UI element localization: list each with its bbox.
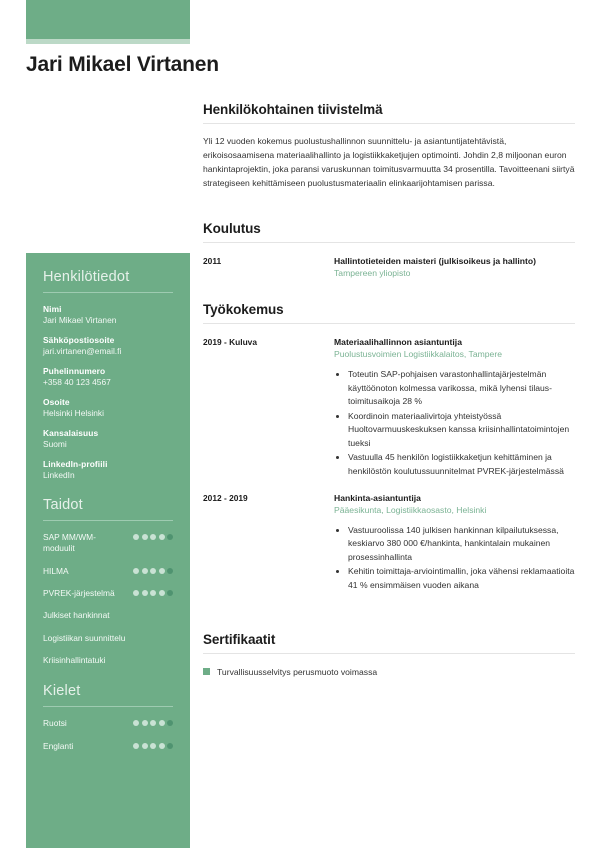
certificate-label: Turvallisuusselvitys perusmuoto voimassa [217,667,378,677]
education-entries [203,256,575,278]
sidebar [26,253,190,848]
resume-entry [203,493,575,594]
rating-dots [133,588,173,596]
page-title: Jari Mikael Virtanen [26,53,219,76]
rating-dot [133,743,139,749]
skill-item-label: Julkiset hankinnat [43,610,110,621]
summary-text: Yli 12 vuoden kokemus puolustushallinnon suunnittelu- ja asiantuntijatehtävistä, erikoisosaamisena materiaalihallinto ja logistiikkaketjujen optimointi. Johdin 2,8 miljoonan euron hankintaprojektin, joka paransi varuskunnan toimitusvarmuutta 34 prosentilla. Tavoitteenani siirtyä strategiseen kehittämiseen puolustusmateriaalin elinkaarijohtamisen parissa. [203,136,575,188]
entry-body [334,337,575,480]
skill-item [43,588,173,599]
section-divider [203,323,575,324]
sidebar-section-skills [43,497,173,666]
entry-organization: Pääesikunta, Logistiikkaosasto, Helsinki [334,504,487,515]
skill-item-label: PVREK-järjestelmä [43,588,115,599]
personal-field-value: jari.virtanen@email.fi [43,346,122,356]
entry-bullet: • Koordinoin materiaalivirtoja yhteistyössä Huoltovarmuuskeskuksen kanssa kriisinhallintatoimintojen tueksi [348,410,575,451]
language-item-label: Englanti [43,740,74,751]
rating-dot [133,590,139,596]
entry-bullet-list [334,368,575,479]
section-experience [203,302,575,594]
skill-item [43,566,173,577]
header-accent-block [26,0,190,39]
certificates-list [203,666,575,678]
personal-field [43,366,173,387]
rating-dot [150,534,156,540]
section-title-education: Koulutus [203,221,261,236]
sidebar-divider [43,706,173,707]
experience-entries [203,337,575,594]
sidebar-heading-personal: Henkilötiedot [43,269,130,285]
section-divider [203,123,575,124]
language-item [43,718,173,729]
personal-field-value: +358 40 123 4567 [43,377,111,387]
personal-field-value: LinkedIn [43,470,75,480]
rating-dots [133,741,173,749]
section-title-certificates: Sertifikaatit [203,632,276,647]
language-item [43,741,173,752]
rating-dot [142,568,148,574]
rating-dot [159,590,165,596]
header-accent-underline [26,39,190,44]
sidebar-divider [43,520,173,521]
section-certificates [203,632,575,678]
personal-field [43,459,173,480]
rating-dot [167,590,173,596]
rating-dots [133,532,173,540]
personal-field-label: Sähköpostiosoite [43,335,115,345]
rating-dot [159,743,165,749]
rating-dot [133,568,139,574]
entry-bullet: • Vastuulla 45 henkilön logistiikkaketjun kehittäminen ja henkilöstön koulutussuunnitelmat PVREK-järjestelmässä [348,451,575,478]
personal-field [43,335,173,356]
personal-field [43,428,173,449]
personal-field-label: Osoite [43,397,70,407]
rating-dot [159,534,165,540]
section-title-summary: Henkilökohtainen tiivistelmä [203,102,383,117]
skill-item-label: Kriisinhallintatuki [43,655,106,666]
rating-dots [133,718,173,726]
entry-title: Hallintotieteiden maisteri (julkisoikeus ja hallinto) [334,256,536,266]
section-title-experience: Työkokemus [203,302,284,317]
personal-field [43,304,173,325]
language-item-label: Ruotsi [43,718,67,729]
entry-title: Materiaalihallinnon asiantuntija [334,337,462,347]
personal-field-value: Jari Mikael Virtanen [43,315,117,325]
personal-fields-list [43,304,173,480]
rating-dot [159,720,165,726]
certificate-marker-icon [203,668,210,675]
personal-field-value: Suomi [43,439,67,449]
rating-dot [142,720,148,726]
skill-item [43,633,173,644]
entry-date: 2019 - Kuluva [203,337,257,347]
section-divider [203,242,575,243]
rating-dot [142,743,148,749]
resume-entry [203,256,575,278]
personal-field-label: Nimi [43,304,62,314]
entry-bullet-list [334,524,575,593]
skill-item [43,610,173,621]
sidebar-section-languages [43,683,173,752]
entry-title: Hankinta-asiantuntija [334,492,421,503]
personal-field-value: Helsinki Helsinki [43,408,104,418]
rating-dot [142,590,148,596]
rating-dot [167,534,173,540]
skill-item-label: SAP MM/WM-moduulit [43,532,96,554]
entry-organization: Tampereen yliopisto [334,268,411,278]
languages-list [43,718,173,752]
rating-dot [150,590,156,596]
rating-dot [159,568,165,574]
entry-bullet: • Toteutin SAP-pohjaisen varastonhallintajärjestelmän käyttöönoton kolmessa varikossa, mikä lyhensi tilaus-toimitusaikoja 28 % [348,368,575,409]
rating-dot [133,534,139,540]
rating-dot [167,743,173,749]
sidebar-heading-skills: Taidot [43,497,83,513]
entry-date: 2012 - 2019 [203,492,248,503]
rating-dot [167,720,173,726]
personal-field-label: LinkedIn-profiili [43,459,108,469]
skill-item [43,532,173,555]
rating-dot [167,568,173,574]
skill-item-label: HILMA [43,565,69,576]
skill-item [43,655,173,666]
personal-field-label: Puhelinnumero [43,366,106,376]
personal-field-label: Kansalaisuus [43,428,99,438]
entry-body [334,256,575,278]
personal-field [43,397,173,418]
rating-dots [133,566,173,574]
skill-item-label: Logistiikan suunnittelu [43,632,126,643]
entry-body [334,493,575,594]
sidebar-heading-languages: Kielet [43,683,81,700]
entry-organization: Puolustusvoimien Logistiikkalaitos, Tampere [334,349,502,359]
skills-list [43,532,173,666]
section-education [203,221,575,278]
entry-date: 2011 [203,256,222,266]
sidebar-divider [43,292,173,293]
rating-dot [142,534,148,540]
section-divider [203,653,575,654]
entry-bullet: • Vastuuroolissa 140 julkisen hankinnan kilpailutuksessa, keskiarvo 380 000 €/hankinta, hankintalain mukainen prosessinhallinta [348,524,575,565]
entry-bullet: • Kehitin toimittaja-arviointimallin, joka vähensi reklamaatioita 41 % ensimmäisen vuoden aikana [348,565,575,592]
rating-dot [150,720,156,726]
rating-dot [150,568,156,574]
resume-entry [203,337,575,480]
section-summary [203,102,575,191]
rating-dot [150,743,156,749]
rating-dot [133,720,139,726]
sidebar-section-personal [43,269,173,480]
certificate-item [203,666,575,678]
